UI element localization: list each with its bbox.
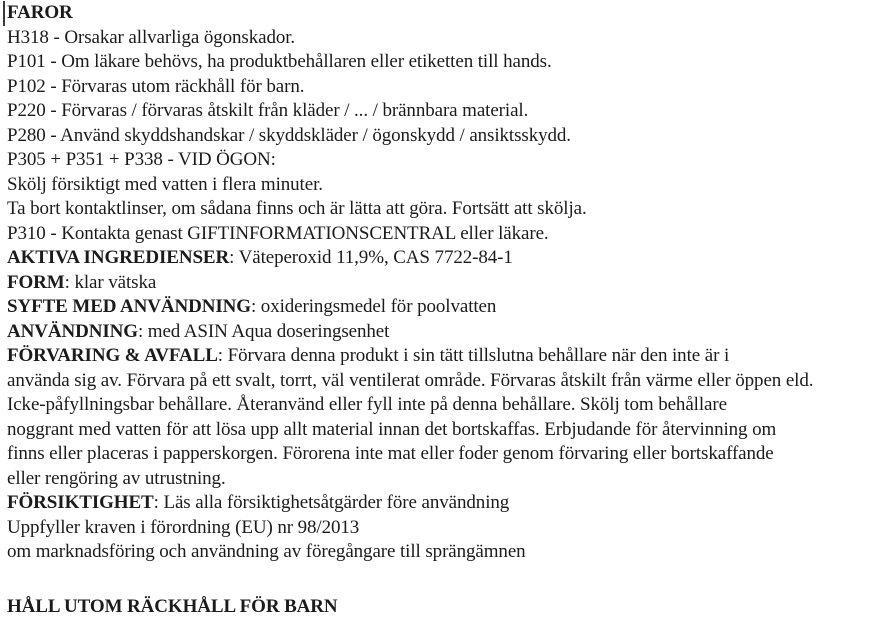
text-cursor-caret: [3, 1, 5, 26]
document-lines: [7, 1, 870, 619]
precaution-statement-p310: P310 - Kontakta genast GIFTINFORMATIONSCENTRAL eller läkare.: [7, 222, 549, 244]
precaution-statement-p101: P101 - Om läkare behövs, ha produktbehållaren eller etiketten till hands.: [7, 51, 552, 72]
storage-disposal-text: Icke-påfyllningsbar behållare. Återanvänd eller fyll inte på denna behållare. Skölj tom behållare: [7, 394, 727, 415]
storage-disposal-text: eller rengöring av utrustning.: [7, 467, 226, 489]
precaution-statement-p305-p351-p338: P305 + P351 + P338 - VID ÖGON:: [7, 149, 276, 170]
field-storage-disposal: FÖRVARING & AVFALL: Förvara denna produkt i sin tätt tillslutna behållare när den inte är i: [7, 345, 730, 366]
regulation-text: Uppfyller kraven i förordning (EU) nr 98/2013: [7, 516, 360, 538]
heading-keep-out-of-reach: HÅLL UTOM RÄCKHÅLL FÖR BARN: [7, 595, 338, 617]
field-form: FORM: klar vätska: [7, 271, 157, 293]
storage-disposal-text: finns eller placeras i papperskorgen. Förorena inte mat eller foder genom förvaring eller bortskaffande: [7, 443, 774, 464]
precaution-statement-p102: P102 - Förvaras utom räckhåll för barn.: [7, 75, 305, 97]
field-purpose: SYFTE MED ANVÄNDNING: oxideringsmedel för poolvatten: [7, 296, 497, 317]
storage-disposal-text: använda sig av. Förvara på ett svalt, torrt, väl ventilerat område. Förvaras åtskilt från värme eller öppen eld.: [7, 369, 814, 391]
precaution-text: Skölj försiktigt med vatten i flera minuter.: [7, 173, 323, 195]
precaution-statement-p220: P220 - Förvaras / förvaras åtskilt från kläder / ... / brännbara material.: [7, 100, 529, 121]
precaution-text: Ta bort kontaktlinser, om sådana finns och är lätta att göra. Fortsätt att skölja.: [7, 198, 587, 219]
field-usage: ANVÄNDNING: med ASIN Aqua doseringsenhet: [7, 320, 390, 342]
field-caution: FÖRSIKTIGHET: Läs alla försiktighetsåtgärder före användning: [7, 492, 510, 513]
hazard-statement-h318: H318 - Orsakar allvarliga ögonskador.: [7, 26, 296, 48]
section-heading-faror: FAROR: [7, 2, 73, 23]
storage-disposal-text: noggrant med vatten för att lösa upp allt material innan det bortskaffas. Erbjudande för återvinning om: [7, 418, 777, 440]
regulation-text: om marknadsföring och användning av föregångare till sprängämnen: [7, 541, 526, 562]
field-active-ingredients: AKTIVA INGREDIENSER: Väteperoxid 11,9%, CAS 7722-84-1: [7, 247, 513, 268]
precaution-statement-p280: P280 - Använd skyddshandskar / skyddskläder / ögonskydd / ansiktsskydd.: [7, 124, 571, 146]
